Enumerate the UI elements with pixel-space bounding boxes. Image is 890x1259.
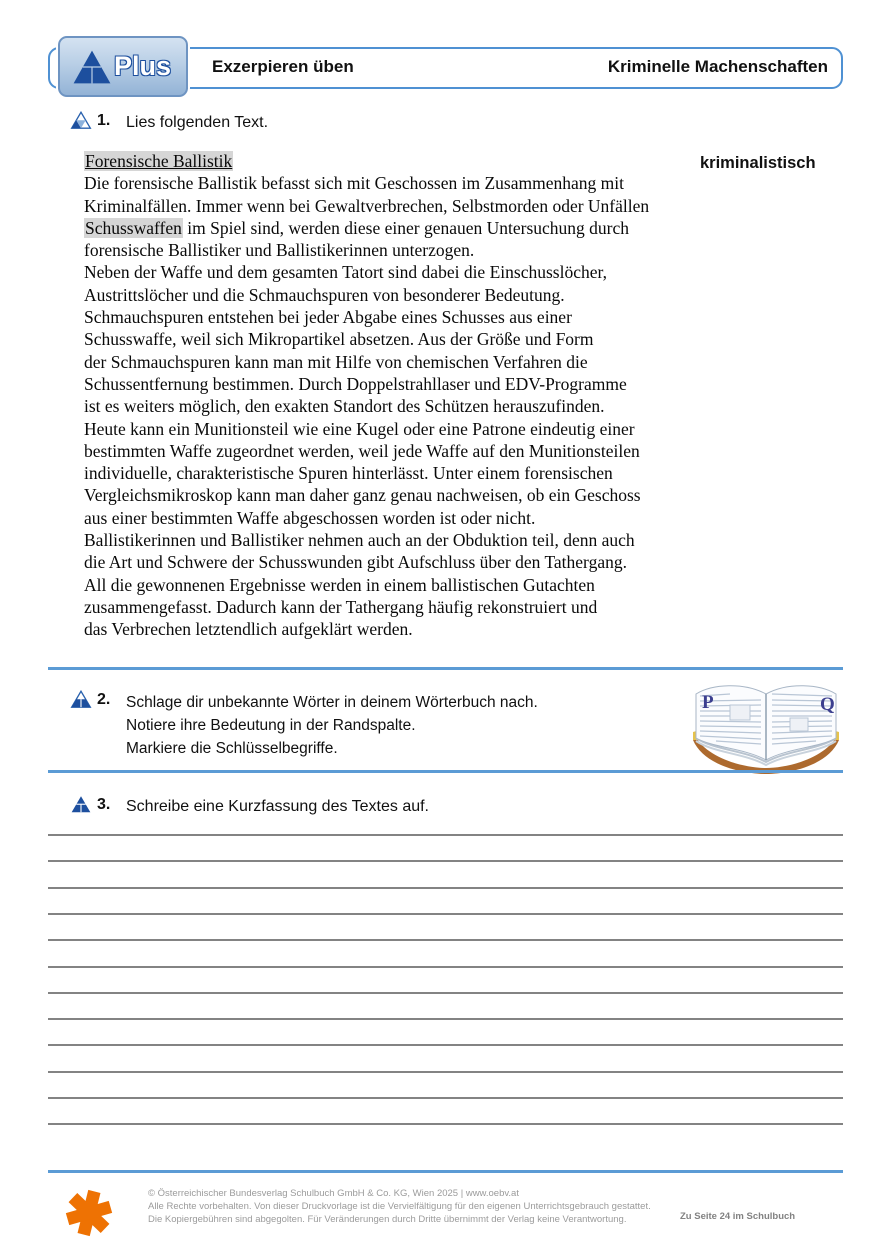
task-1-number: 1.: [97, 112, 111, 129]
passage-line: zusammengefasst. Dadurch kann der Tathergang häufig rekonstruiert und: [84, 596, 598, 617]
passage-line: Schussentfernung bestimmen. Durch Doppelstrahllaser und EDV-Programme: [84, 373, 627, 394]
plus-logo-triangle-icon: [72, 48, 112, 86]
writing-line: [48, 1071, 843, 1073]
task-2-instruction-line: Notiere ihre Bedeutung in der Randspalte.: [126, 717, 416, 734]
plus-logo-text: Plus: [114, 51, 172, 81]
passage-line: der Schmauchspuren kann man mit Hilfe von chemischen Verfahren die: [84, 351, 588, 372]
task-3-instruction: Schreibe eine Kurzfassung des Textes auf.: [126, 798, 429, 815]
task-level-3-icon: [70, 795, 92, 814]
passage-line: Kriminalfällen. Immer wenn bei Gewaltverbrechen, Selbstmorden oder Unfällen: [84, 195, 650, 216]
task-level-2-icon: [70, 690, 92, 709]
footer-copyright: [148, 1187, 651, 1227]
passage-line: Neben der Waffe und dem gesamten Tatort sind dabei die Einschusslöcher,: [84, 262, 607, 283]
margin-note: kriminalistisch: [700, 154, 816, 172]
passage-line: forensische Ballistiker und Ballistikerinnen unterzogen.: [84, 240, 475, 261]
passage-line: aus einer bestimmten Waffe abgeschossen worden ist oder nicht.: [84, 507, 536, 528]
page-title: Exzerpieren üben: [212, 57, 354, 76]
writing-line: [48, 966, 843, 968]
footer-copyright-line: Die Kopiergebühren sind abgegolten. Für Veränderungen durch Dritte übernimmt der Verlag keine Verantwortung.: [148, 1214, 627, 1226]
writing-line: [48, 1097, 843, 1099]
passage-line: Schusswaffe, weil sich Mikropartikel absetzen. Aus der Größe und Form: [84, 329, 594, 350]
header-topic: Kriminelle Machenschaften: [607, 57, 828, 76]
writing-line: [48, 992, 843, 994]
passage-line: Austrittslöcher und die Schmauchspuren von besonderer Bedeutung.: [84, 284, 565, 305]
writing-line: [48, 834, 843, 836]
passage-line: das Verbrechen letztendlich aufgeklärt werden.: [84, 619, 413, 640]
task-1-instruction: Lies folgenden Text.: [126, 114, 269, 131]
passage-line: Forensische Ballistik: [85, 151, 233, 171]
writing-line: [48, 860, 843, 862]
task-2-instruction-line: Schlage dir unbekannte Wörter in deinem Wörterbuch nach.: [126, 694, 538, 711]
writing-line: [48, 1044, 843, 1046]
divider-top-task-2: [48, 667, 843, 670]
writing-line: [48, 939, 843, 941]
task-level-1-icon: [70, 111, 92, 130]
footer-copyright-line: © Österreichischer Bundesverlag Schulbuch GmbH & Co. KG, Wien 2025 | www.oebv.at: [148, 1188, 519, 1199]
writing-line: [48, 1018, 843, 1020]
passage-lines: [84, 150, 684, 641]
task-2-instruction-line: Markiere die Schlüsselbegriffe.: [126, 740, 338, 757]
passage-line: Schmauchspuren entstehen bei jeder Abgabe eines Schusses aus einer: [84, 307, 572, 328]
dictionary-letter-p: P: [702, 692, 714, 713]
task-2-number: 2.: [97, 691, 111, 708]
passage-line: individuelle, charakteristische Spuren hinterlässt. Unter einem forensischen: [84, 463, 613, 484]
writing-line: [48, 1123, 843, 1125]
dictionary-icon: [686, 674, 846, 774]
passage-line: die Art und Schwere der Schusswunden gibt Aufschluss über den Tathergang.: [84, 552, 627, 573]
passage-line: Ballistikerinnen und Ballistiker nehmen auch an der Obduktion teil, denn auch: [84, 530, 635, 551]
schoolbook-page-reference: Zu Seite 24 im Schulbuch: [680, 1211, 796, 1222]
passage-line: bestimmten Waffe zugeordnet werden, weil jede Waffe auf den Munitionsteilen: [84, 440, 640, 461]
passage-line: Die forensische Ballistik befasst sich mit Geschossen im Zusammenhang mit: [84, 173, 624, 194]
divider-bottom-task-2: [48, 770, 843, 773]
footer-copyright-line: Alle Rechte vorbehalten. Von dieser Druckvorlage ist die Vervielfältigung für den eigenen Unterrichtsgebrauch gestattet.: [148, 1201, 651, 1213]
plus-logo-badge: [58, 36, 188, 97]
writing-line: [48, 913, 843, 915]
passage-line: ist es weiters möglich, den exakten Standort des Schützen herauszufinden.: [84, 396, 605, 417]
task-3-number: 3.: [97, 796, 111, 813]
writing-line: [48, 887, 843, 889]
passage-line: Schusswaffen im Spiel sind, werden diese einer genauen Untersuchung durch: [85, 217, 630, 238]
footer-divider: [48, 1170, 843, 1173]
oebv-logo-icon: [60, 1183, 118, 1243]
dictionary-letter-q: Q: [820, 694, 835, 715]
passage-line: Heute kann ein Munitionsteil wie eine Kugel oder eine Patrone eindeutig einer: [84, 418, 635, 439]
passage-line: Vergleichsmikroskop kann man daher ganz genau nachweisen, ob ein Geschoss: [84, 485, 641, 506]
passage-line: All die gewonnenen Ergebnisse werden in einem ballistischen Gutachten: [84, 574, 595, 595]
